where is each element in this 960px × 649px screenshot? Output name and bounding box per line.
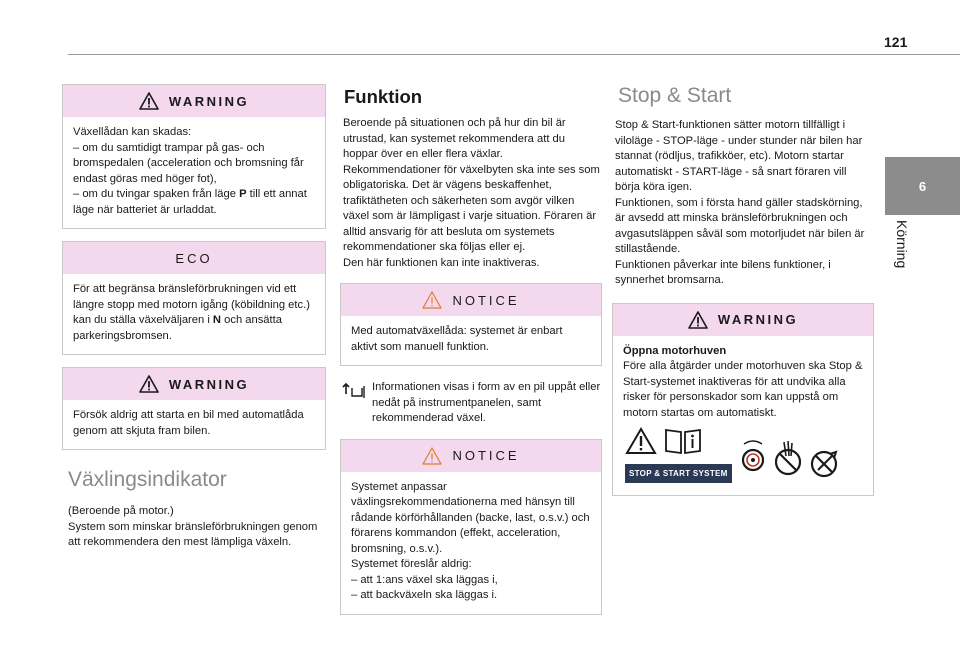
no-tool-icon [810,448,840,484]
section-title-function: Funktion [344,86,423,107]
warning-icon [688,311,708,329]
warning-line: Växellådan kan skadas: [73,126,192,138]
engine-label-pictograms [623,421,863,485]
warning-icon [139,375,159,393]
notice-line: – att 1:ans växel ska läggas i, [351,573,498,586]
eco-text: För att begränsa bränsleförbrukningen vid ett längre stopp med motorn igång (köbildning etc.) kan du ställa växelväljaren i N och ansätta parkeringsbromsen. [73,283,310,342]
notice-label: NOTICE [452,448,520,463]
column-right [612,84,874,508]
warning-label: WARNING [717,312,799,327]
warning-header [63,85,325,117]
stop-start-system-label: STOP & START SYSTEM [625,464,732,484]
eco-box [62,241,326,355]
paragraph: Stop & Start-funktionen sätter motorn tillfälligt i viloläge - STOP-läge - under stunder när bilen har stannat (rödljus, trafikköer, etc). Motorn startar automatiskt - START-läge - så snart föraren vill börja köra igen. [615,119,863,193]
notice-line: Systemet föreslår aldrig: [351,558,472,570]
warning-label: WARNING [168,376,250,392]
notice-box-recommendations [340,439,602,615]
warning-subheading: Öppna motorhuven [623,344,727,357]
warning-text: Försök aldrig att starta en bil med automatlåda genom att skjuta fram bilen. [73,409,304,437]
warning-box-bonnet [612,303,874,497]
paragraph: Den här funktionen kan inte inaktiveras. [343,256,540,269]
warning-box-gearbox [62,84,326,229]
notice-line: Systemet anpassar växlingsrekommendationerna med hänsyn till rådande körförhållanden (backe, last, o.s.v.) och förarens kommandon (effekt, acceleration, bromsning, o.s.v.). [351,480,590,555]
paragraph: Funktionen, som i första hand gäller stadskörning, är avsedd att minska bränsleförbrukningen och avgasutsläppen såväl som motorljudet när bilen är stillastående. [615,196,865,255]
no-hand-icon [774,438,802,484]
gear-shift-arrow-icon [342,380,372,427]
notice-box-automatic [340,283,602,366]
notice-header [341,284,601,316]
warning-icon [139,92,159,110]
chapter-title: Körning [894,220,910,269]
warning-header [63,368,325,400]
column-middle [340,84,602,627]
paragraph: Funktionen påverkar inte bilens funktioner, i synnerhet bromsarna. [615,258,831,286]
page-number: 121 [884,34,908,50]
notice-text: Med automatväxellåda: systemet är enbart aktivt som manuell funktion. [351,325,563,353]
notice-icon [422,291,442,309]
column-left [62,84,326,551]
chapter-tab[interactable] [885,157,960,215]
warning-label: WARNING [168,93,250,109]
notice-icon [422,447,442,465]
info-text: Informationen visas i form av en pil uppåt eller nedåt på instrumentpanelen, samt rekommenderad växel. [372,381,601,424]
paragraph: Beroende på situationen och på hur din bil är utrustad, kan systemet rekommendera att du hoppar över en eller flera växlar. [343,117,566,160]
warning-line: – om du tvingar spaken från läge P till ett annat läge när batteriet är urladdat. [73,188,307,216]
paragraph: Rekommendationer för växelbyten ska inte ses som obligatoriska. Det är vägens beskaffenhet, trafiktätheten och säkerheten som avgör vilken växel som är lämpligast i varje situation. Föraren är alltid ansvarig för att besluta om systemets rekommendationer ska följas eller ej. [343,163,600,253]
notice-label: NOTICE [452,292,520,308]
warning-triangle-icon [625,427,657,461]
manual-book-icon [663,427,703,461]
fan-coil-icon [740,438,766,484]
section-line: System som minskar bränsleförbrukningen genom att rekommendera den mest lämpliga växeln. [68,520,318,548]
notice-line: – att backväxeln ska läggas i. [351,589,498,601]
section-line: (Beroende på motor.) [68,505,174,517]
top-divider [68,54,960,55]
section-title-gear-indicator: Växlingsindikator [68,468,227,491]
info-note [342,380,602,427]
eco-header: ECO [63,242,325,274]
warning-box-push-start [62,367,326,450]
section-title-stop-start: Stop & Start [618,84,732,107]
warning-text: Före alla åtgärder under motorhuven ska Stop & Start-systemet inaktiveras för att undvika alla risker för personskador som kan uppstå om motorn startas om automatiskt. [623,360,863,419]
warning-header [613,304,873,336]
chapter-number: 6 [918,178,927,194]
notice-header [341,440,601,472]
warning-line: – om du samtidigt trampar på gas- och bromspedalen (acceleration och bromsning får endast göras med höger fot), [73,141,304,185]
